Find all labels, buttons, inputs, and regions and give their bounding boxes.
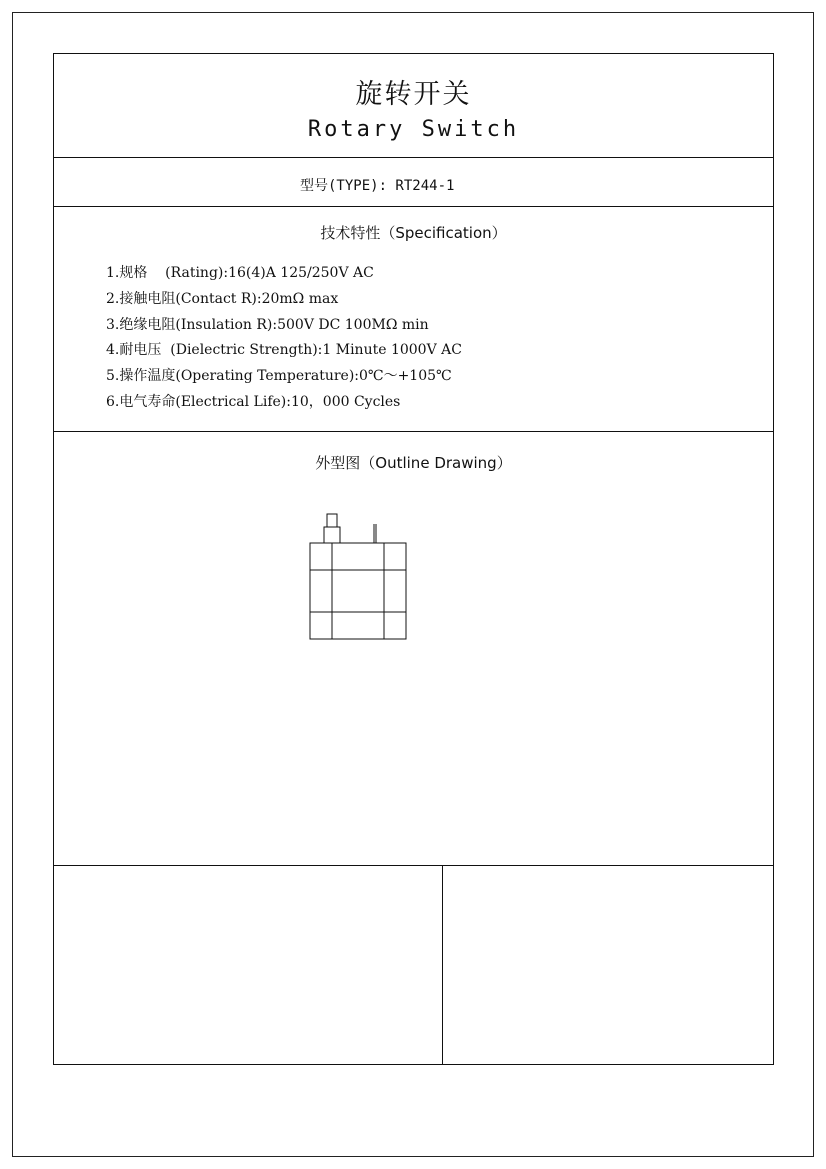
spec-list [106,262,462,417]
outline-drawing [54,484,773,864]
title-english: Rotary Switch [307,117,520,142]
title-chinese: 旋转开关 [355,79,472,110]
outline-heading: 外型图（Outline Drawing） [315,454,512,472]
spec-item: 5.操作温度(Operating Temperature):0℃～+105℃ [106,368,452,385]
divider [54,865,773,866]
spec-item: 2.接触电阻(Contact R):20mΩ max [106,290,339,307]
divider [54,431,773,432]
spec-item: 1.规格 (Rating):16(4)A 125/250V AC [106,265,374,281]
model-type: 型号(TYPE): RT244-1 [300,178,455,194]
spec-heading: 技术特性（Specification） [320,224,507,242]
front-view [310,514,406,639]
divider [54,206,773,207]
spec-item: 4.耐电压 (Dielectric Strength):1 Minute 1000V AC [106,342,462,359]
datasheet-frame [53,53,774,1065]
spec-item: 6.电气寿命(Electrical Life):10，000 Cycles [106,393,401,410]
spec-item: 3.绝缘电阻(Insulation R):500V DC 100MΩ min [106,316,429,333]
bottom-divider-vertical [442,865,443,1064]
divider [54,157,773,158]
